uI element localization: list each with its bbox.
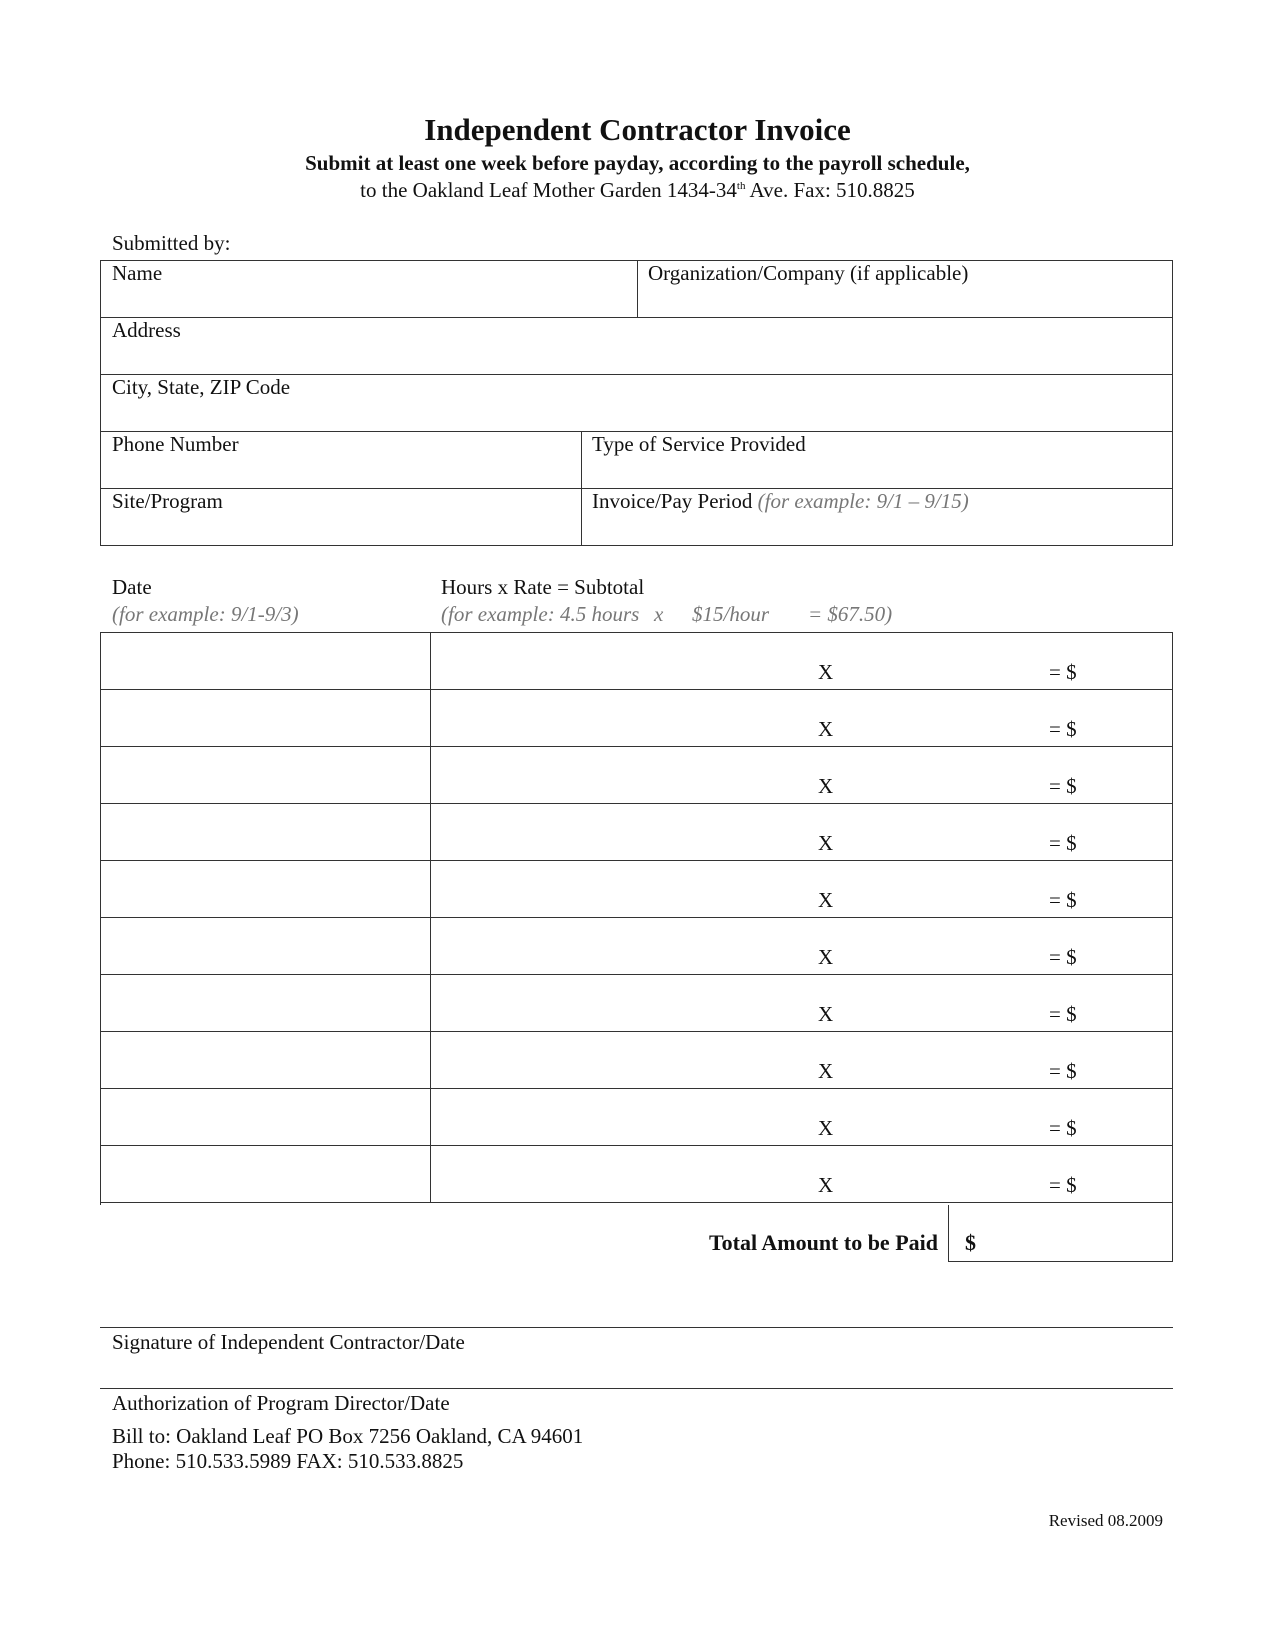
total-amount-label: Total Amount to be Paid	[708, 1230, 938, 1255]
submission-address-suffix: Ave. Fax: 510.8825	[745, 178, 915, 202]
date-entry-cell[interactable]	[101, 804, 431, 860]
date-column-example: (for example: 9/1-9/3)	[112, 602, 299, 626]
organization-field[interactable]: Organization/Company (if applicable)	[648, 261, 969, 285]
date-entry-cell[interactable]	[101, 975, 431, 1031]
date-column-header: Date	[112, 575, 152, 599]
calc-example-hours: (for example: 4.5 hours	[441, 602, 640, 626]
director-authorization-label: Authorization of Program Director/Date	[112, 1391, 450, 1415]
hours-rate-entry-cell[interactable]	[431, 1032, 1172, 1088]
contractor-signature-line[interactable]	[100, 1327, 1173, 1328]
date-entry-cell[interactable]	[101, 1146, 431, 1202]
submission-address-prefix: to the Oakland Leaf Mother Garden 1434-34	[360, 178, 737, 202]
address-field[interactable]: Address	[112, 318, 181, 342]
table-row	[101, 804, 1172, 861]
multiply-sign: X	[818, 1116, 834, 1140]
service-type-field[interactable]: Type of Service Provided	[592, 432, 806, 456]
revision-date: Revised 08.2009	[1048, 1511, 1163, 1530]
table-row	[101, 1089, 1172, 1146]
pay-period-label: Invoice/Pay Period	[592, 489, 753, 513]
subtotal-equals: = $	[1049, 717, 1077, 741]
hours-rate-entry-cell[interactable]	[431, 747, 1172, 803]
hours-rate-entry-cell[interactable]	[431, 1146, 1172, 1202]
table-row	[101, 690, 1172, 747]
site-program-field[interactable]: Site/Program	[112, 489, 223, 513]
date-entry-cell[interactable]	[101, 633, 431, 689]
table-row	[101, 1032, 1172, 1089]
calc-example-rate: $15/hour	[692, 602, 770, 626]
form-divider	[637, 261, 638, 317]
submission-address-superscript: th	[736, 180, 746, 192]
multiply-sign: X	[818, 1059, 834, 1083]
director-signature-line[interactable]	[100, 1388, 1173, 1389]
table-row	[101, 861, 1172, 918]
table-row	[101, 747, 1172, 804]
subtotal-equals: = $	[1049, 831, 1077, 855]
date-entry-cell[interactable]	[101, 690, 431, 746]
date-entry-cell[interactable]	[101, 1032, 431, 1088]
total-amount-field[interactable]	[948, 1205, 1173, 1262]
multiply-sign: X	[818, 831, 834, 855]
date-entry-cell[interactable]	[101, 918, 431, 974]
total-currency: $	[965, 1230, 976, 1255]
form-divider	[101, 317, 1172, 318]
hours-rate-entry-cell[interactable]	[431, 804, 1172, 860]
page-title: Independent Contractor Invoice	[424, 112, 851, 147]
date-entry-cell[interactable]	[101, 861, 431, 917]
table-row	[101, 1146, 1172, 1203]
subtotal-equals: = $	[1049, 774, 1077, 798]
phone-field[interactable]: Phone Number	[112, 432, 239, 456]
hours-rate-entry-cell[interactable]	[431, 975, 1172, 1031]
calc-column-header: Hours x Rate = Subtotal	[441, 575, 645, 599]
form-divider	[581, 431, 582, 546]
name-field[interactable]: Name	[112, 261, 163, 285]
hours-rate-entry-cell[interactable]	[431, 861, 1172, 917]
subtotal-equals: = $	[1049, 660, 1077, 684]
calc-example-x: x	[654, 602, 664, 626]
table-row	[101, 633, 1172, 690]
pay-period-field[interactable]	[592, 489, 969, 514]
multiply-sign: X	[818, 945, 834, 969]
subtotal-equals: = $	[1049, 945, 1077, 969]
hours-rate-entry-cell[interactable]	[431, 1089, 1172, 1145]
subtotal-equals: = $	[1049, 1173, 1077, 1197]
date-entry-cell[interactable]	[101, 1089, 431, 1145]
date-entry-cell[interactable]	[101, 747, 431, 803]
multiply-sign: X	[818, 660, 834, 684]
billing-phone: Phone: 510.533.5989 FAX: 510.533.8825	[112, 1449, 464, 1473]
submission-address	[0, 178, 1275, 203]
table-row	[101, 918, 1172, 975]
multiply-sign: X	[818, 774, 834, 798]
hours-rate-entry-cell[interactable]	[431, 918, 1172, 974]
subtotal-equals: = $	[1049, 888, 1077, 912]
hours-rate-entry-cell[interactable]	[431, 690, 1172, 746]
submitted-by-label: Submitted by:	[112, 231, 231, 255]
bill-to-address: Bill to: Oakland Leaf PO Box 7256 Oakland, CA 94601	[112, 1424, 584, 1448]
calc-example-total: = $67.50)	[808, 602, 893, 626]
contractor-info-form	[100, 260, 1173, 546]
subtotal-equals: = $	[1049, 1116, 1077, 1140]
hours-rate-entry-cell[interactable]	[431, 633, 1172, 689]
hours-table	[100, 632, 1173, 1205]
multiply-sign: X	[818, 1173, 834, 1197]
multiply-sign: X	[818, 717, 834, 741]
pay-period-example: (for example: 9/1 – 9/15)	[757, 489, 969, 513]
subtotal-equals: = $	[1049, 1059, 1077, 1083]
subtotal-equals: = $	[1049, 1002, 1077, 1026]
city-state-zip-field[interactable]: City, State, ZIP Code	[112, 375, 291, 399]
contractor-signature-label: Signature of Independent Contractor/Date	[112, 1330, 465, 1354]
table-row	[101, 975, 1172, 1032]
multiply-sign: X	[818, 888, 834, 912]
page-subtitle: Submit at least one week before payday, according to the payroll schedule,	[305, 151, 970, 175]
multiply-sign: X	[818, 1002, 834, 1026]
